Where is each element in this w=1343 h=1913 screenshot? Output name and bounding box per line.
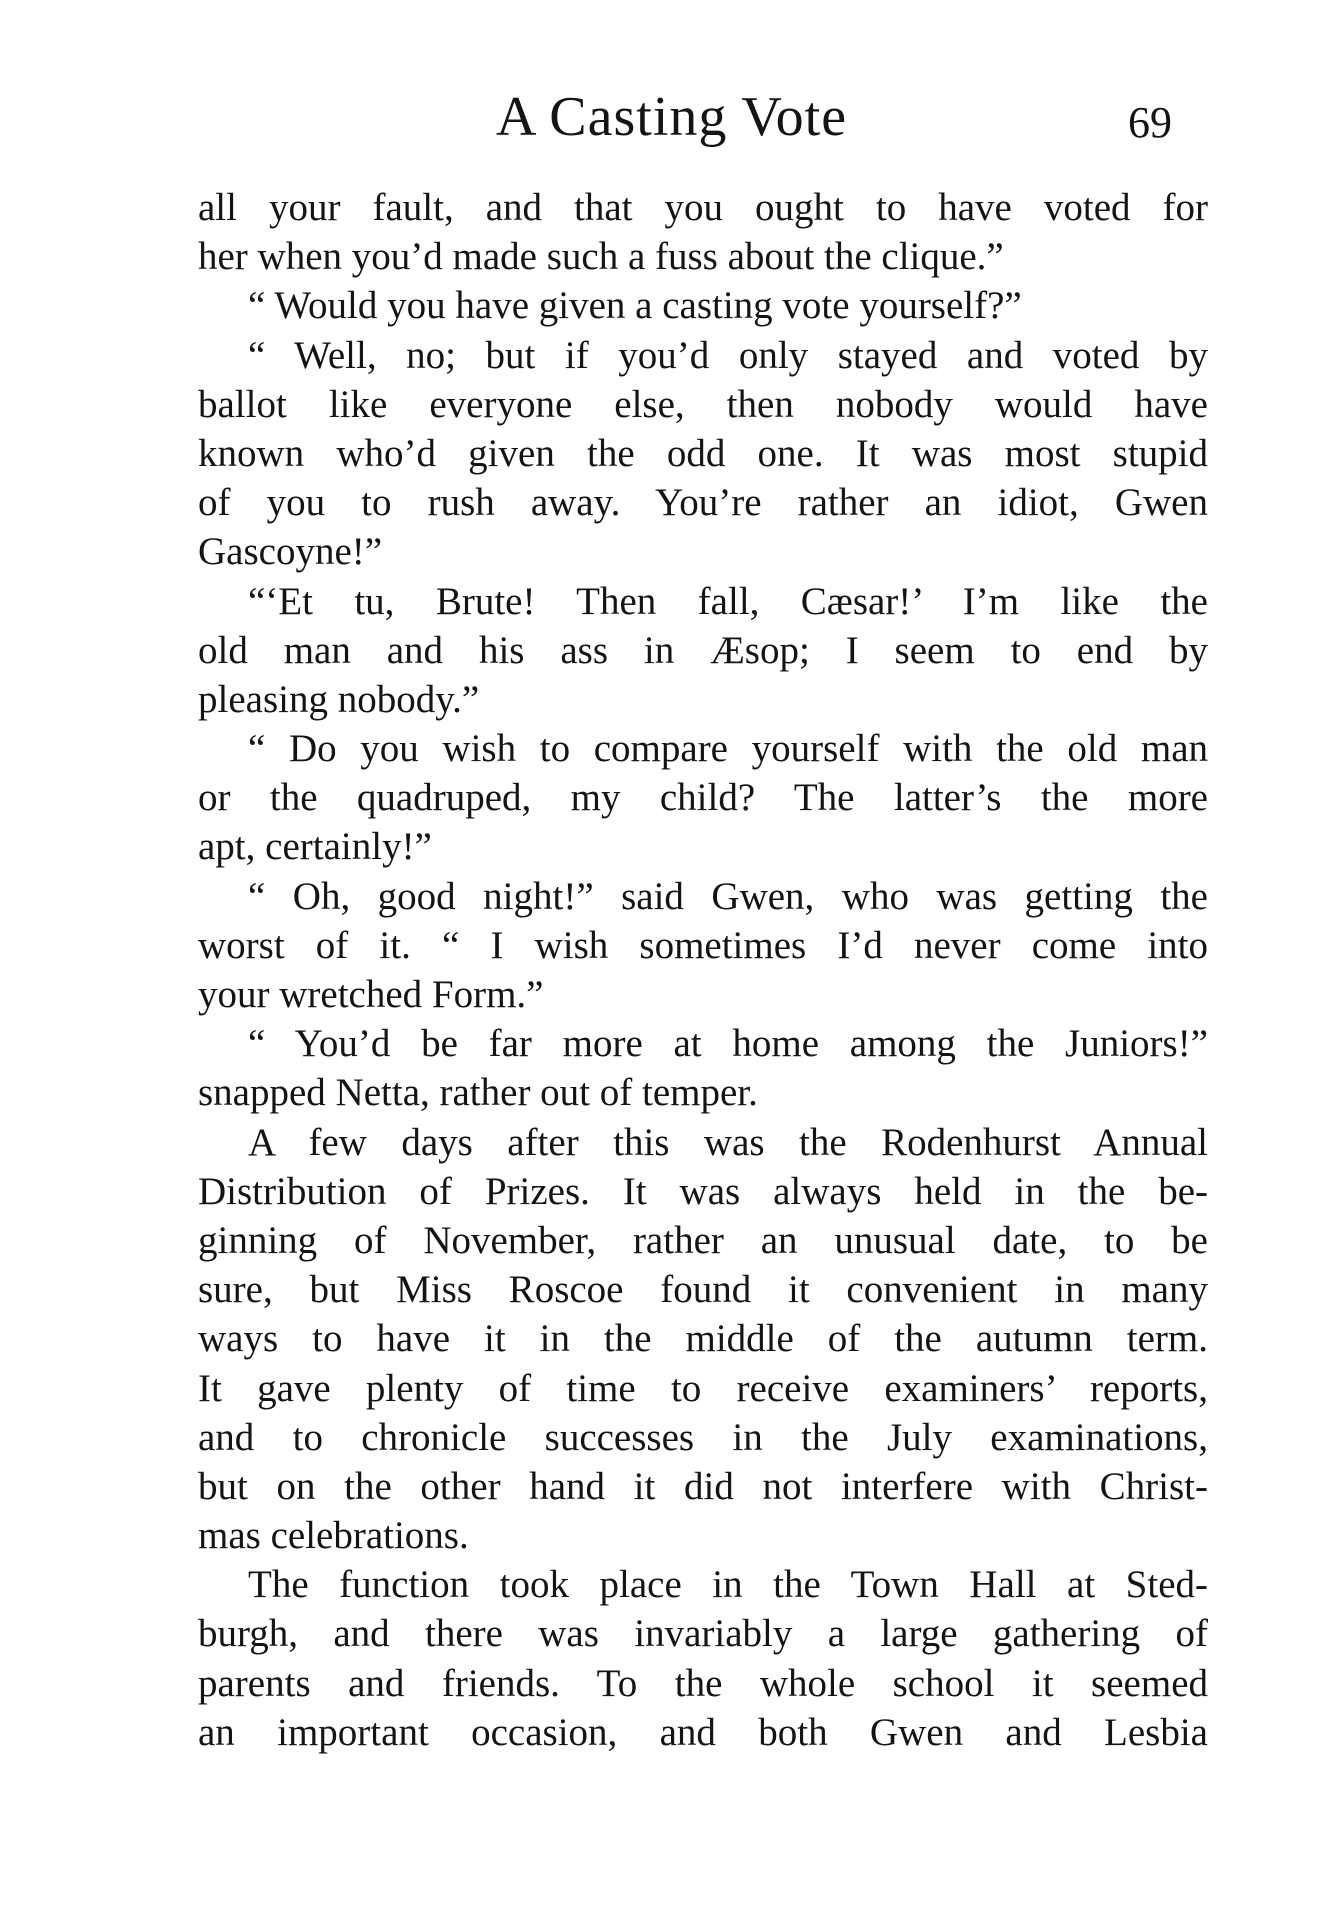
text-line: parents and friends. To the whole school it seemed [198, 1661, 1208, 1705]
running-head [0, 82, 1343, 152]
text-line: known who’d given the odd one. It was most stupid [198, 431, 1208, 475]
text-line: “ Do you wish to compare yourself with the old man [248, 727, 1208, 771]
text-line: “ Oh, good night!” said Gwen, who was getting the [248, 874, 1208, 918]
text-line: The function took place in the Town Hall at Sted- [248, 1563, 1208, 1607]
text-line: Gascoyne!” [198, 530, 383, 574]
text-line: burgh, and there was invariably a large gathering of [198, 1612, 1208, 1656]
text-line: Distribution of Prizes. It was always held in the be- [198, 1169, 1208, 1213]
text-line: her when you’d made such a fuss about the clique.” [198, 235, 1004, 279]
text-line: sure, but Miss Roscoe found it convenient in many [198, 1268, 1208, 1312]
text-line: A few days after this was the Rodenhurst Annual [248, 1120, 1208, 1164]
body-text [198, 183, 1208, 1757]
text-line: old man and his ass in Æsop; I seem to end by [198, 628, 1208, 672]
text-line: It gave plenty of time to receive examiners’ reports, [198, 1366, 1208, 1410]
text-line: ways to have it in the middle of the autumn term. [198, 1317, 1208, 1361]
text-line: apt, certainly!” [198, 825, 432, 869]
text-line: snapped Netta, rather out of temper. [198, 1071, 758, 1115]
text-line: “ You’d be far more at home among the Juniors!” [248, 1022, 1208, 1066]
text-line: of you to rush away. You’re rather an idiot, Gwen [198, 481, 1208, 525]
text-line: “ Would you have given a casting vote yourself?” [248, 284, 1022, 328]
text-line: mas celebrations. [198, 1514, 469, 1558]
text-line: ballot like everyone else, then nobody would have [198, 382, 1208, 426]
text-line: and to chronicle successes in the July examinations, [198, 1415, 1208, 1459]
text-line: worst of it. “ I wish sometimes I’d never come into [198, 923, 1208, 967]
text-line: pleasing nobody.” [198, 677, 480, 721]
text-line: “‘Et tu, Brute! Then fall, Cæsar!’ I’m like the [248, 579, 1208, 623]
page-number: 69 [1128, 98, 1172, 147]
text-line: but on the other hand it did not interfere with Christ- [198, 1464, 1208, 1508]
text-line: your wretched Form.” [198, 973, 544, 1016]
text-line: an important occasion, and both Gwen and Lesbia [198, 1710, 1208, 1754]
text-line: all your fault, and that you ought to have voted for [198, 186, 1208, 229]
chapter-title: A Casting Vote [495, 86, 848, 148]
text-line: or the quadruped, my child? The latter’s the more [198, 776, 1208, 820]
text-line: “ Well, no; but if you’d only stayed and voted by [248, 333, 1208, 377]
text-line: ginning of November, rather an unusual date, to be [198, 1218, 1208, 1262]
